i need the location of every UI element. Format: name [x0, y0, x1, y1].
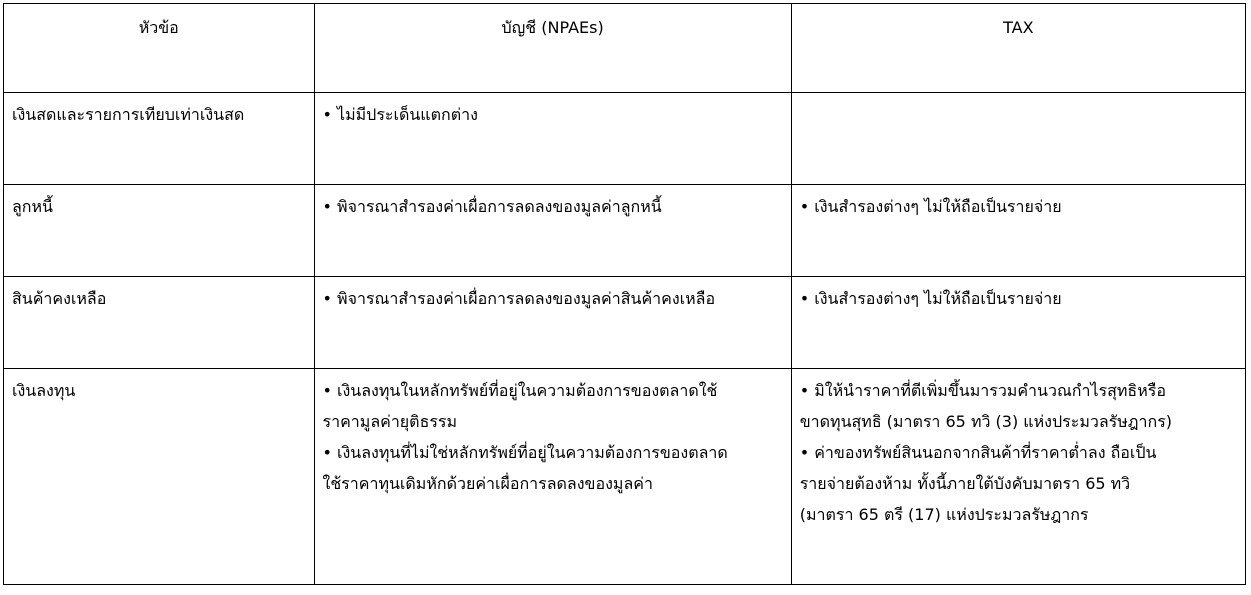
topic-text: สินค้าคงเหลือ — [12, 289, 107, 308]
accounting-cell — [314, 93, 791, 185]
tax-cell — [791, 185, 1245, 277]
tax-text: (มาตรา 65 ตรี (17) แห่งประมวลรัษฎากร — [799, 505, 1089, 524]
header-accounting: บัญชี (NPAEs) — [314, 4, 791, 93]
tax-text: • เงินสำรองต่างๆ ไม่ให้ถือเป็นรายจ่าย — [799, 289, 1062, 308]
tax-cell — [791, 93, 1245, 185]
table-row-inventory — [4, 277, 1246, 369]
topic-cell — [4, 277, 315, 369]
accounting-cell — [314, 277, 791, 369]
header-topic: หัวข้อ — [4, 4, 315, 93]
table-row-cash — [4, 93, 1246, 185]
tax-text: • เงินสำรองต่างๆ ไม่ให้ถือเป็นรายจ่าย — [799, 197, 1062, 216]
tax-cell — [791, 277, 1245, 369]
tax-text: • มิให้นำราคาที่ตีเพิ่มขึ้นมารวมคำนวณกำไรสุทธิหรือ — [799, 381, 1166, 400]
topic-text: เงินลงทุน — [12, 381, 76, 400]
table-row-receivables — [4, 185, 1246, 277]
accounting-text: • พิจารณาสำรองค่าเผื่อการลดลงของมูลค่าลูกหนี้ — [322, 197, 662, 216]
topic-cell — [4, 185, 315, 277]
accounting-text: ใช้ราคาทุนเดิมหักด้วยค่าเผื่อการลดลงของมูลค่า — [322, 474, 653, 493]
accounting-text: • พิจารณาสำรองค่าเผื่อการลดลงของมูลค่าสินค้าคงเหลือ — [322, 289, 716, 308]
tax-cell — [791, 369, 1245, 585]
topic-text: ลูกหนี้ — [12, 197, 53, 216]
tax-text: รายจ่ายต้องห้าม ทั้งนี้ภายใต้บังคับมาตรา 65 ทวิ — [799, 474, 1131, 493]
accounting-text: • เงินลงทุนที่ไม่ใช่หลักทรัพย์ที่อยู่ในความต้องการของตลาด — [322, 443, 728, 462]
accounting-text: ราคามูลค่ายุติธรรม — [322, 412, 458, 431]
topic-cell — [4, 369, 315, 585]
accounting-text: • เงินลงทุนในหลักทรัพย์ที่อยู่ในความต้องการของตลาดใช้ — [322, 381, 718, 400]
accounting-text: • ไม่มีประเด็นแตกต่าง — [322, 105, 478, 124]
accounting-cell — [314, 185, 791, 277]
topic-cell — [4, 93, 315, 185]
accounting-cell — [314, 369, 791, 585]
tax-text: • ค่าของทรัพย์สินนอกจากสินค้าที่ราคาต่ำลง ถือเป็น — [799, 443, 1157, 462]
header-tax: TAX — [791, 4, 1245, 93]
tax-text: ขาดทุนสุทธิ (มาตรา 65 ทวิ (3) แห่งประมวลรัษฎากร) — [799, 412, 1173, 431]
topic-text: เงินสดและรายการเทียบเท่าเงินสด — [12, 105, 245, 124]
header-row — [4, 4, 1246, 93]
table-row-investments — [4, 369, 1246, 585]
comparison-table — [3, 3, 1246, 585]
